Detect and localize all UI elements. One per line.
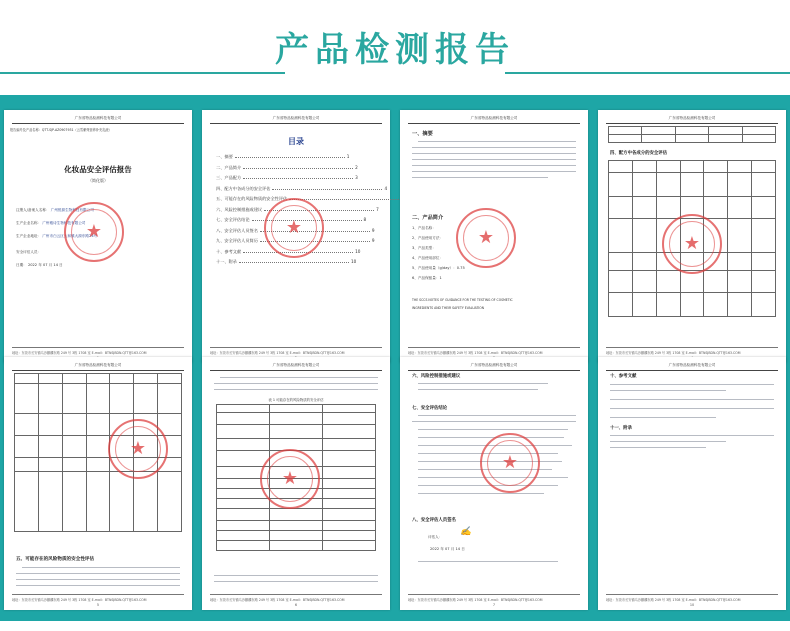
report-page-7[interactable] xyxy=(400,357,588,610)
toc-item[interactable] xyxy=(216,196,404,202)
product-type-row: 3、产品类型： xyxy=(412,246,436,250)
risk-table-title: 表 1 可能存在的风险物质的安全评估 xyxy=(268,398,324,402)
report-page-6[interactable] xyxy=(202,357,390,610)
toc-leader-dots xyxy=(272,189,382,190)
toc-page-number: 8 xyxy=(363,217,367,222)
section-conclusion: 七、安全评估结论 xyxy=(412,406,448,411)
company-seal: ★ xyxy=(662,214,722,274)
address-label: 生产企业地址： xyxy=(16,234,42,238)
toc-page-number: 9 xyxy=(371,238,375,243)
company-seal: ★ xyxy=(264,198,324,258)
applicant-label: 注册人/备案人名称： xyxy=(16,208,50,212)
page-number: 5 xyxy=(96,603,100,607)
toc-leader-dots xyxy=(243,178,353,179)
page-footer: 地址：东莞市长安镇乌沙麒麟东路 249 号 3栋 1708 室 E-mail：BTNSJBDN.QTT@163.COM xyxy=(408,594,580,602)
page-footer: 地址：东莞市长安镇乌沙麒麟东路 249 号 3栋 1708 室 E-mail：BTNSJBDN.QTT@163.COM xyxy=(12,594,184,602)
signer-label: 评估人： xyxy=(428,535,443,539)
page-header: 广东省特品检测科技有限公司 xyxy=(606,363,778,371)
toc-item[interactable] xyxy=(216,186,387,192)
title-rule-left xyxy=(0,72,285,74)
report-page-4[interactable] xyxy=(598,110,786,363)
page-number: 6 xyxy=(294,603,298,607)
report-number: 报告编号及产品名称：QTT-SJP-AZ0907931（云雪紫苑营养补充乳液） xyxy=(10,128,112,132)
page-header: 广东省特品检测科技有限公司 xyxy=(408,116,580,124)
page-footer: 地址：东莞市长安镇乌沙麒麟东路 249 号 3栋 1708 室 E-mail：BTNSJBDN.QTT@163.COM xyxy=(210,594,382,602)
toc-item[interactable] xyxy=(216,154,349,160)
company-seal: ★ xyxy=(64,202,124,262)
section-product-intro: 二、产品简介 xyxy=(412,215,444,221)
report-page-8[interactable] xyxy=(598,357,786,610)
page-header: 广东省特品检测科技有限公司 xyxy=(408,363,580,371)
applicant-value: 广州悦源生物科技有限公司 xyxy=(50,208,94,212)
company-seal: ★ xyxy=(260,449,320,509)
date-label: 日期： xyxy=(16,263,27,267)
page-footer: 地址：东莞市长安镇乌沙麒麟东路 249 号 3栋 1708 室 E-mail：BTNSJBDN.QTT@163.COM xyxy=(408,347,580,355)
toc-page-number: 7 xyxy=(376,206,379,212)
address-value: 广州市白云区太和镇大源东路24号 xyxy=(42,234,98,238)
handwritten-signature: ✍ xyxy=(460,527,472,537)
retention-row: 6、产品保留量：1 xyxy=(412,276,442,280)
page-number: 7 xyxy=(492,603,496,607)
toc-item[interactable] xyxy=(216,165,358,171)
report-page-5[interactable] xyxy=(4,357,192,610)
toc-page-number: 1 xyxy=(346,154,350,159)
report-page-1[interactable] xyxy=(4,110,192,363)
toc-item-label: 四、配方中各成分的安全评估 xyxy=(216,185,271,191)
toc-item-label: 十、参考文献 xyxy=(216,248,242,254)
report-page-2[interactable] xyxy=(202,110,390,363)
assessor-label: 安全评估人员： xyxy=(16,250,42,254)
page-header: 广东省特品检测科技有限公司 xyxy=(606,116,778,124)
toc-page-number: 9 xyxy=(371,227,375,233)
page-footer: 地址：东莞市长安镇乌沙麒麟东路 249 号 3栋 1708 室 E-mail：BTNSJBDN.QTT@163.COM xyxy=(606,347,778,355)
body-area-row: 4、产品使用部位： xyxy=(412,256,444,260)
toc-title: 目录 xyxy=(288,137,304,146)
toc-item-label: 六、风险控制措施或建议 xyxy=(216,206,263,212)
report-page-3[interactable] xyxy=(400,110,588,363)
page-header: 广东省特品检测科技有限公司 xyxy=(12,363,184,371)
section-risk-control: 六、风险控制措施或建议 xyxy=(412,374,461,379)
page-footer: 地址：东莞市长安镇乌沙麒麟东路 249 号 3栋 1708 室 E-mail：BTNSJBDN.QTT@163.COM xyxy=(12,347,184,355)
usage-amount-row: 5、产品使用量（g/day）：0.75 xyxy=(412,266,465,270)
formula-table xyxy=(608,126,776,143)
section-signature: 八、安全评估人员签名 xyxy=(412,518,456,523)
toc-item-label: 五、可能存在的风险物质的安全性评估 xyxy=(216,196,288,201)
toc-leader-dots xyxy=(243,168,353,169)
section-risk-substances: 五、可能存在的风险物质的安全性评估 xyxy=(16,557,95,562)
page-footer: 地址：东莞市长安镇乌沙麒麟东路 249 号 3栋 1708 室 E-mail：BTNSJBDN.QTT@163.COM xyxy=(210,347,382,355)
page-number: 10 xyxy=(689,603,695,607)
toc-page-number: 2 xyxy=(355,164,358,170)
toc-item[interactable] xyxy=(216,175,358,181)
producer-label: 生产企业名称： xyxy=(16,221,42,225)
page-header: 广东省特品检测科技有限公司 xyxy=(210,363,382,371)
reference-line-2: INGREDIENTS AND THEIR SAFETY EVALUATION xyxy=(412,306,485,310)
toc-item-label: 九、安全评估人员简历 xyxy=(216,238,258,243)
toc-item-label: 二、产品简介 xyxy=(216,164,242,170)
page-header: 广东省特品检测科技有限公司 xyxy=(12,116,184,124)
producer-value: 广州雅诗生物科技有限公司 xyxy=(42,221,86,225)
page-footer: 地址：东莞市长安镇乌沙麒麟东路 249 号 3栋 1708 室 E-mail：BTNSJBDN.QTT@163.COM xyxy=(606,594,778,602)
toc-item-label: 三、产品配方 xyxy=(216,175,242,180)
date-row xyxy=(16,263,180,268)
section-ingredient-assessment: 四、配方中各成分的安全评估 xyxy=(610,151,668,156)
toc-item-label: 十一、附录 xyxy=(216,259,237,264)
page-title: 产品检测报告 xyxy=(275,30,515,70)
toc-item-label: 七、安全评估结论 xyxy=(216,217,250,222)
signature-date: 2022 年 07 月 14 日 xyxy=(430,547,465,551)
company-seal: ★ xyxy=(108,419,168,479)
usage-row: 2、产品使用方法： xyxy=(412,236,444,240)
toc-item[interactable] xyxy=(216,259,356,265)
report-title: 化妆品安全评估报告 xyxy=(64,165,132,174)
toc-page-number: 3 xyxy=(355,175,358,180)
section-references: 十、参考文献 xyxy=(610,374,637,379)
company-seal: ★ xyxy=(480,433,540,493)
toc-page-number: 10 xyxy=(350,259,357,264)
section-summary: 一、摘要 xyxy=(412,131,433,137)
toc-page-number: 10 xyxy=(355,248,361,254)
reference-line-1: THE SCCS NOTES OF GUIDANCE FOR THE TESTING OF COSMETIC xyxy=(412,298,513,302)
page-header: 广东省特品检测科技有限公司 xyxy=(210,116,382,124)
report-edition: （简化版） xyxy=(88,178,108,183)
toc-leader-dots xyxy=(239,262,349,263)
company-seal: ★ xyxy=(456,208,516,268)
product-name-row: 1、产品名称： xyxy=(412,226,436,230)
title-rule-right xyxy=(505,72,790,74)
toc-item-label: 一、摘要 xyxy=(216,154,233,159)
section-appendix: 十一、附录 xyxy=(610,426,632,431)
date-value: 2022 年 07 月 14 日 xyxy=(27,263,63,267)
toc-item-label: 八、安全评估人员签名 xyxy=(216,227,258,233)
toc-leader-dots xyxy=(235,157,345,158)
toc-page-number: 4 xyxy=(384,185,388,191)
